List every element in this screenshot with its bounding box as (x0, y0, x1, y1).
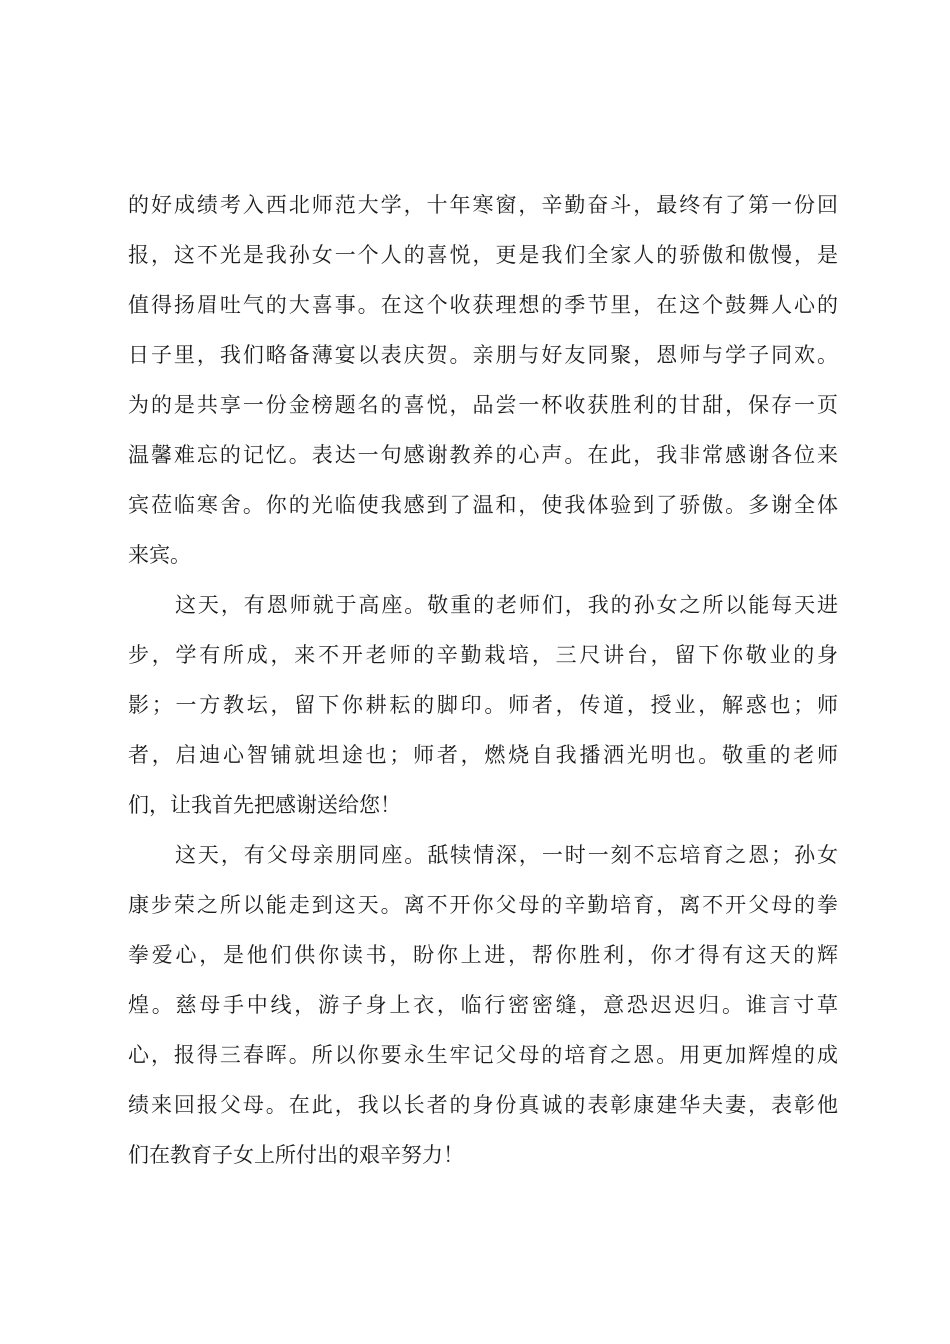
text-line: 的好成绩考入西北师范大学，十年寒窗，辛勤奋斗，最终有了第一份回 (128, 193, 838, 217)
text-line: 者，启迪心智铺就坦途也；师者，燃烧自我播洒光明也。敬重的老师 (128, 743, 838, 767)
text-line: 温馨难忘的记忆。表达一句感谢教养的心声。在此，我非常感谢各位来 (128, 443, 838, 467)
text-line: 值得扬眉吐气的大喜事。在这个收获理想的季节里，在这个鼓舞人心的 (128, 293, 838, 317)
text-line: 这天，有父母亲朋同座。舐犊情深，一时一刻不忘培育之恩；孙女 (175, 843, 838, 867)
text-line: 拳爱心，是他们供你读书，盼你上进，帮你胜利，你才得有这天的辉 (128, 943, 838, 967)
text-line: 绩来回报父母。在此，我以长者的身份真诚的表彰康建华夫妻，表彰他 (128, 1093, 838, 1117)
text-line: 步，学有所成，来不开老师的辛勤栽培，三尺讲台，留下你敬业的身 (128, 643, 838, 667)
text-line: 日子里，我们略备薄宴以表庆贺。亲朋与好友同聚，恩师与学子同欢。 (128, 343, 838, 367)
text-line: 们，让我首先把感谢送给您！ (128, 793, 401, 817)
text-line: 心，报得三春晖。所以你要永生牢记父母的培育之恩。用更加辉煌的成 (128, 1043, 838, 1067)
text-line: 们在教育子女上所付出的艰辛努力！ (128, 1143, 464, 1167)
text-line: 来宾。 (128, 543, 191, 567)
text-line: 为的是共享一份金榜题名的喜悦，品尝一杯收获胜利的甘甜，保存一页 (128, 393, 838, 417)
text-line: 这天，有恩师就于高座。敬重的老师们，我的孙女之所以能每天进 (175, 593, 838, 617)
text-line: 报，这不光是我孙女一个人的喜悦，更是我们全家人的骄傲和傲慢，是 (128, 243, 838, 267)
text-line: 影；一方教坛，留下你耕耘的脚印。师者，传道，授业，解惑也；师 (128, 693, 838, 717)
text-line: 宾莅临寒舍。你的光临使我感到了温和，使我体验到了骄傲。多谢全体 (128, 493, 838, 517)
text-line: 康步荣之所以能走到这天。离不开你父母的辛勤培育，离不开父母的拳 (128, 893, 838, 917)
text-line: 煌。慈母手中线，游子身上衣，临行密密缝，意恐迟迟归。谁言寸草 (128, 993, 838, 1017)
